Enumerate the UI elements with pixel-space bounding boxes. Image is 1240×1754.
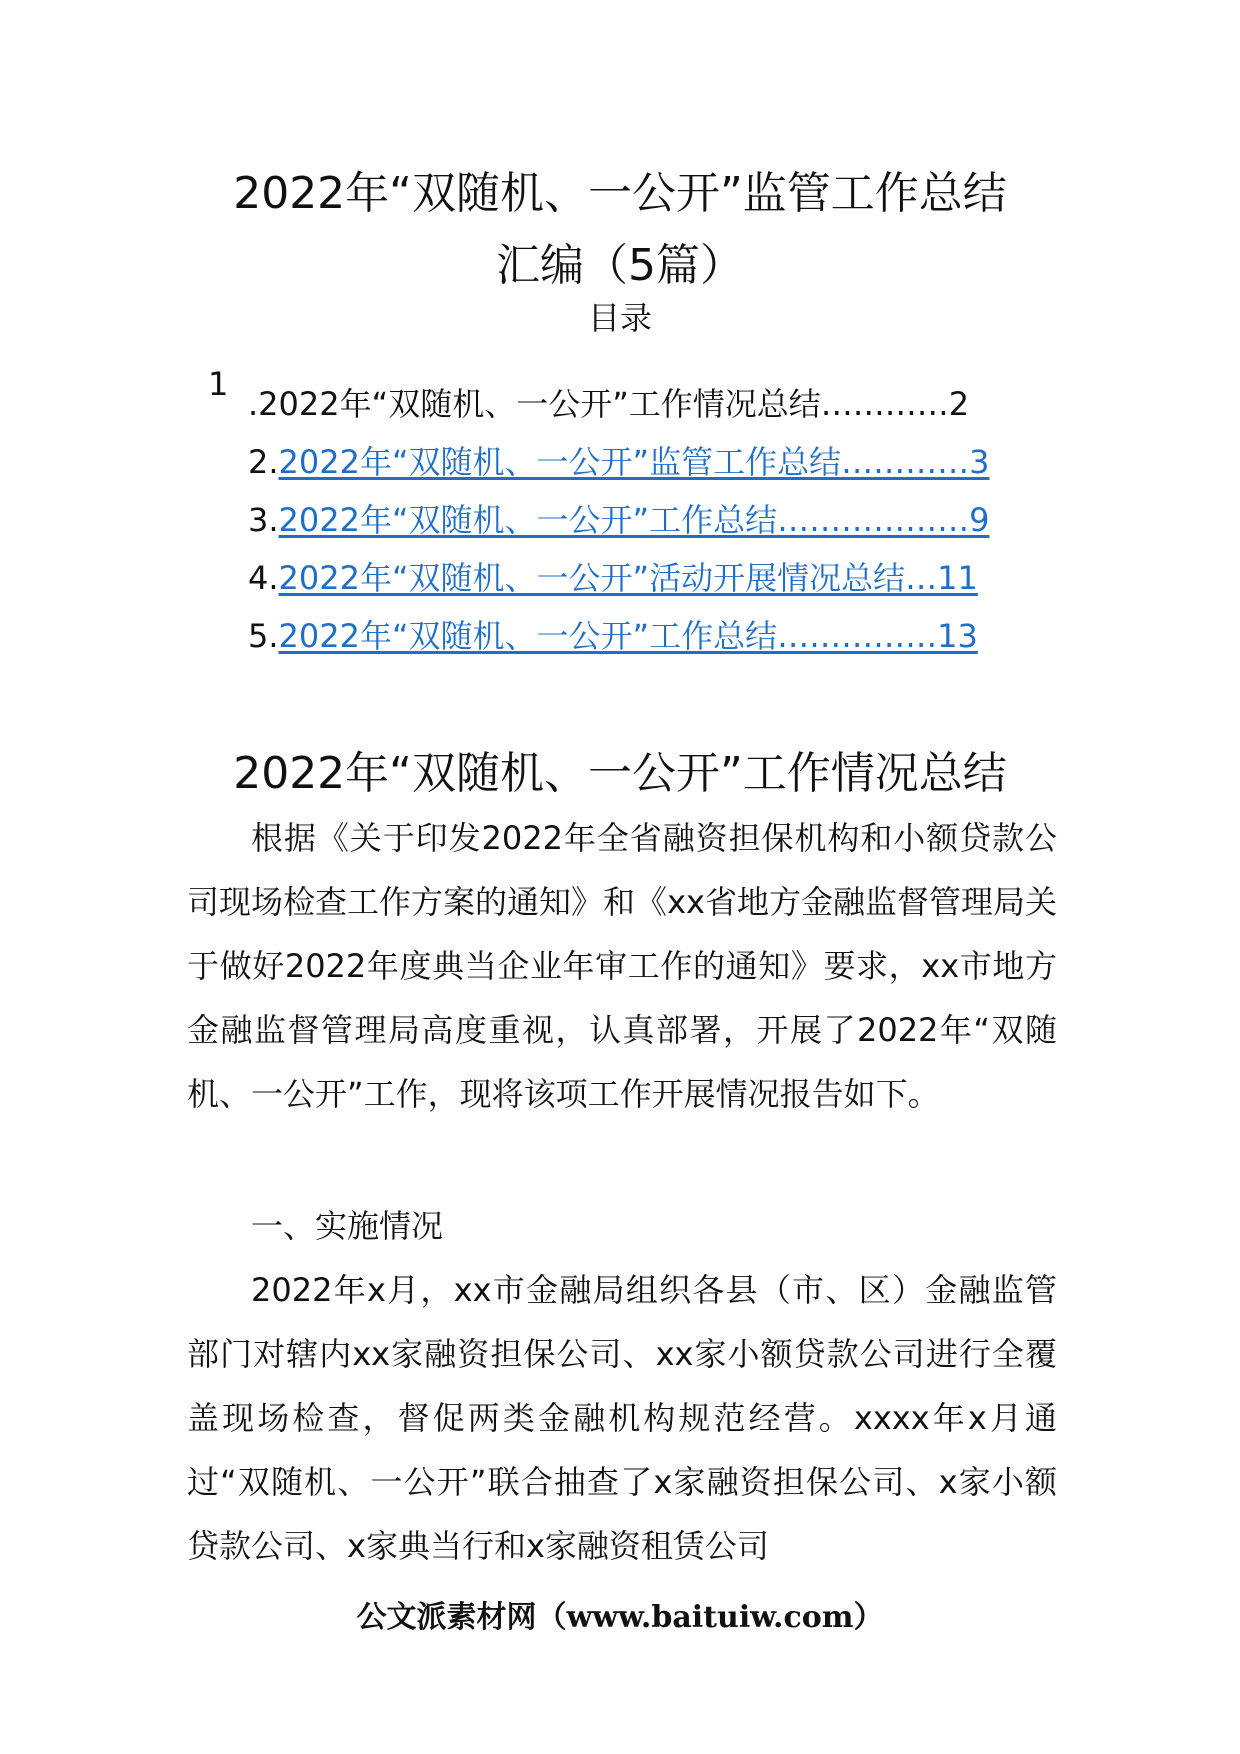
toc-entry-2: [248, 440, 1048, 484]
toc-link-3[interactable]: 2022年“双随机、一公开”工作总结………………9: [278, 501, 990, 539]
toc-entry-4-number: 4.: [248, 559, 279, 597]
toc-entry-3: [248, 498, 1048, 542]
paragraph-2: 2022年x月，xx市金融局组织各县（市、区）金融监管部门对辖内xx家融资担保公司、xx家小额贷款公司进行全覆盖现场检查，督促两类金融机构规范经营。xxxx年x月通过“双随机、一公开”联合抽查了x家融资担保公司、x家小额贷款公司、x家典当行和x家融资租赁公司: [187, 1271, 1057, 1565]
document-title-line1: 2022年“双随机、一公开”监管工作总结: [233, 168, 1007, 219]
paragraph-1: 根据《关于印发2022年全省融资担保机构和小额贷款公司现场检查工作方案的通知》和《xx省地方金融监督管理局关于做好2022年度典当企业年审工作的通知》要求，xx市地方金融监督管理局高度重视，认真部署，开展了2022年“双随机、一公开”工作，现将该项工作开展情况报告如下。: [187, 819, 1057, 1113]
toc-entry-4: [248, 556, 1048, 600]
document-title-line2: 汇编（5篇）: [496, 240, 744, 291]
subheading-implementation: 一、实施情况: [251, 1207, 444, 1245]
page-footer: 公文派素材网（www.baituiw.com）: [356, 1600, 884, 1635]
toc-entry-1-text: .2022年“双随机、一公开”工作情况总结…………2: [248, 385, 970, 423]
toc-entry-5-number: 5.: [248, 617, 279, 655]
toc-entry-5: [248, 614, 1048, 658]
toc-heading: 目录: [587, 299, 652, 337]
toc-link-4[interactable]: 2022年“双随机、一公开”活动开展情况总结…11: [278, 559, 978, 597]
toc-entry-3-number: 3.: [248, 501, 279, 539]
toc-entry-2-number: 2.: [248, 443, 279, 481]
toc-entry-1: [248, 382, 1048, 426]
toc-link-2[interactable]: 2022年“双随机、一公开”监管工作总结…………3: [278, 443, 990, 481]
section-title: 2022年“双随机、一公开”工作情况总结: [233, 748, 1007, 799]
toc-link-5[interactable]: 2022年“双随机、一公开”工作总结……………13: [278, 617, 978, 655]
toc-entry-1-number: 1: [208, 365, 229, 403]
